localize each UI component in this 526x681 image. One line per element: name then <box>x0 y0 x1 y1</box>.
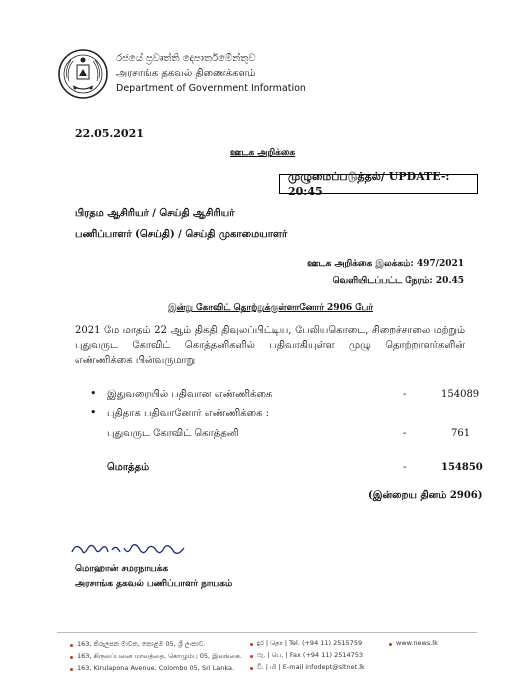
footer-bullet-icon <box>70 644 73 647</box>
footer-telephone: දුර | தொ | Tel. (+94 11) 2515759 <box>257 639 363 647</box>
footer-website[interactable]: www.news.lk <box>396 639 438 647</box>
item-2-label: புதிதாக பதிவானோர் எண்ணிக்கை : <box>107 408 270 419</box>
total-value: 154850 <box>441 462 483 473</box>
footer-address-sinhala: 163, කිරුලපන මාවත, කොළඹ 05, ශ්‍රී ලංකාව. <box>77 640 206 648</box>
release-time: வெளியிடப்பட்ட நேரம்: 20.45 <box>332 276 464 286</box>
sub-item-value: 761 <box>451 428 471 439</box>
signatory-name: மொஹான் சமரநாயக்க <box>75 564 169 574</box>
sub-item-label: புதுவருட கோவிட் கொத்தனி <box>107 428 239 439</box>
bullet-2-icon: • <box>90 406 97 419</box>
release-number: ஊடக அறிக்கை இலக்கம்: 497/2021 <box>307 259 464 269</box>
footer-bullet-icon <box>389 643 392 646</box>
org-name-sinhala: රජයේ ප්‍රවෘත්ති දෙපාර්තමේන්තුව <box>116 53 256 64</box>
item-1-dash: - <box>403 389 407 400</box>
footer-email[interactable]: වි. | மி | E-mail infodept@sltnet.lk <box>257 663 365 671</box>
footer-bullet-icon <box>250 667 253 670</box>
item-1-value: 154089 <box>441 389 480 400</box>
update-box <box>279 170 478 198</box>
signatory-title: அரசாங்க தகவல் பணிப்பாளர் நாயகம் <box>75 579 233 589</box>
item-1-label: இதுவரையில் பதிவான எண்ணிக்கை <box>107 389 273 400</box>
headline: இன்று கோவிட் தொற்றுக்குள்ளானோர் 2906 பேர் <box>168 303 374 313</box>
footer-fax: ෆැ. | பெ. | Fax (+94 11) 2514753 <box>257 651 364 659</box>
org-name-english: Department of Government Information <box>116 83 306 94</box>
today-note: (இன்றைய தினம் 2906) <box>368 490 483 501</box>
sub-item-dash: - <box>403 428 407 439</box>
footer-bullet-icon <box>250 655 253 658</box>
update-text: முழுமைப்படுத்தல்/ UPDATE-: 20:45 <box>288 170 450 198</box>
total-dash: - <box>403 462 407 473</box>
bullet-1-icon: • <box>90 387 97 400</box>
release-date: 22.05.2021 <box>75 127 144 140</box>
footer-address-english: 163, Kirulapona Avenue, Colombo 05, Sri Lanka. <box>77 664 235 672</box>
addressee-line-1: பிரதம ஆசிரியர் / செய்தி ஆசிரியர் <box>75 208 235 219</box>
footer-bullet-icon <box>250 643 253 646</box>
total-label: மொத்தம் <box>107 462 150 473</box>
addressee-line-2: பணிப்பாளர் (செய்தி) / செய்தி முகாமையாளர் <box>75 229 288 240</box>
government-emblem-icon <box>57 48 109 100</box>
footer-bullet-icon <box>70 656 73 659</box>
body-paragraph: 2021 மே மாதம் 22 ஆம் திகதி திவுலப்பிட்டிய, பேலியகொடை, சிறைச்சாலை மற்றும் புதுவருட கோவிட் கொத்தனிகளில் பதிவாகியுள்ள முழு தொற்றாளர்களின் எண்ணிக்கை பின்வருமாறு <box>75 325 465 366</box>
footer-address-tamil: 163, கிருலப்பனை மாவத்தை, கொழும்பு 05, இலங்கை. <box>77 652 242 660</box>
document-type: ஊடக அறிக்கை <box>230 148 296 158</box>
footer-divider <box>57 632 477 633</box>
org-name-tamil: அரசாங்க தகவல் திணைக்களம் <box>116 68 256 79</box>
footer-bullet-icon <box>70 668 73 671</box>
signature-image <box>70 538 200 562</box>
